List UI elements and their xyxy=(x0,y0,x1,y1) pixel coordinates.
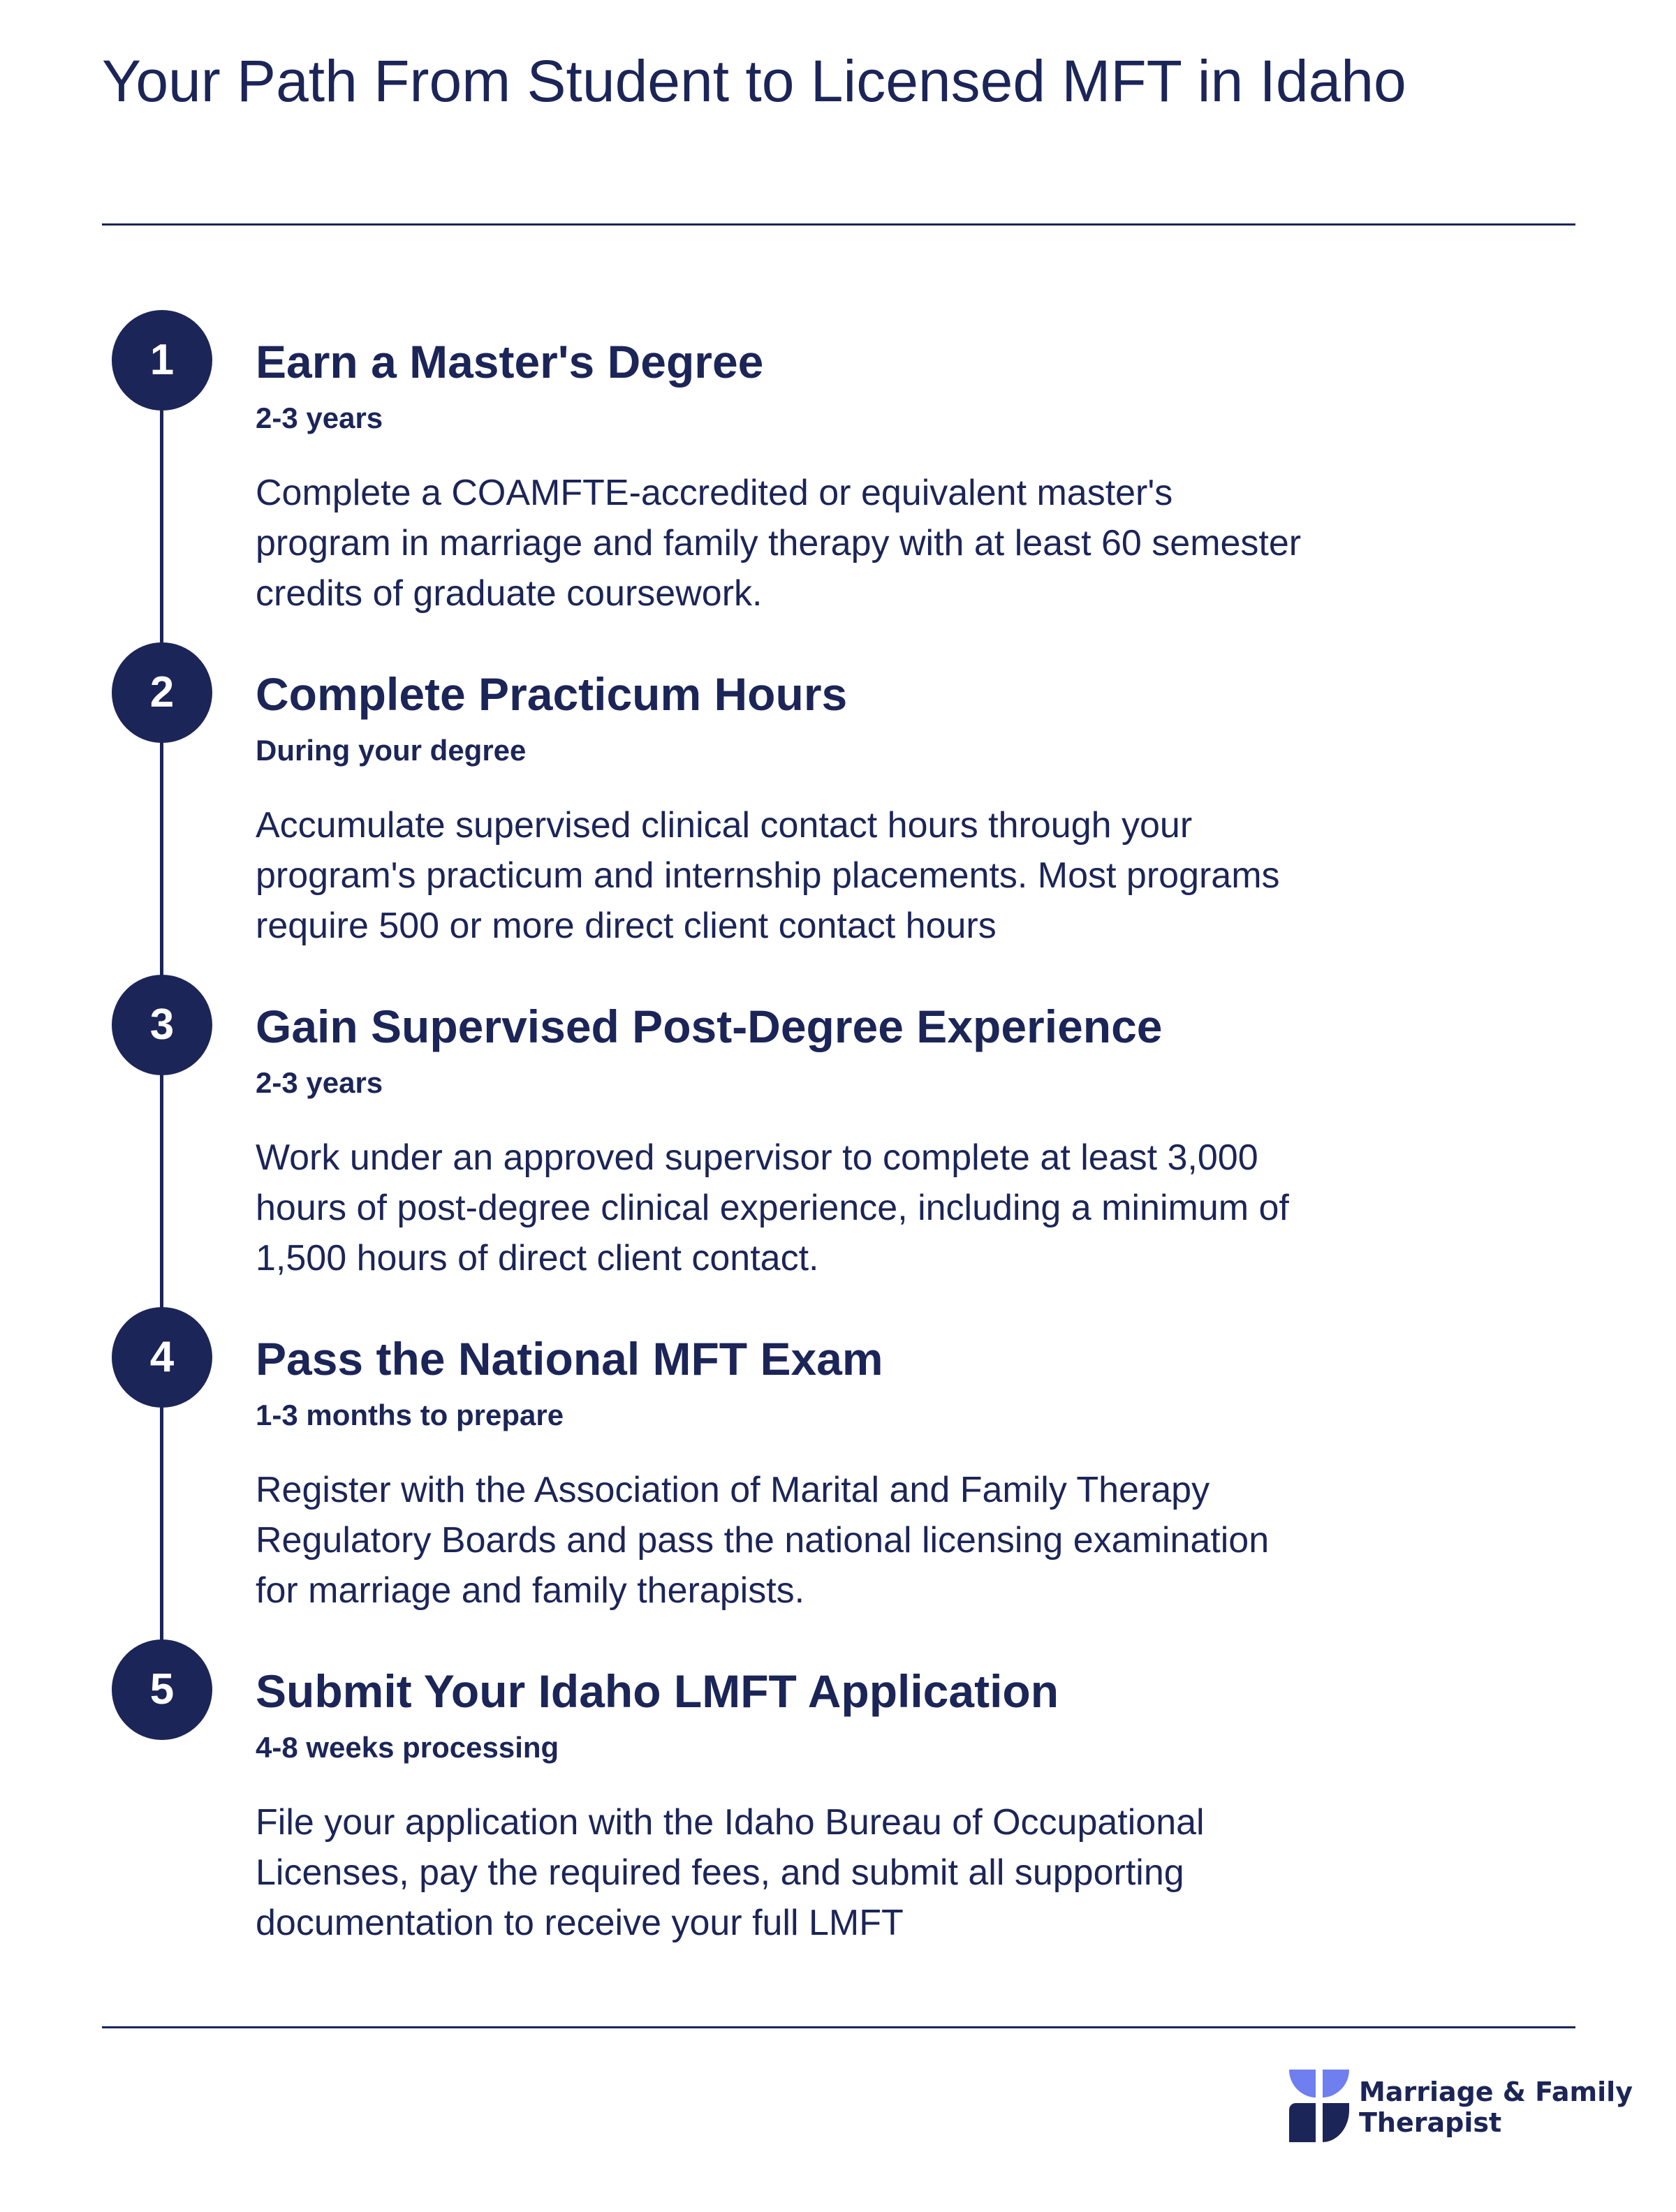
logo-wordmark xyxy=(1359,2077,1633,2138)
logo-petal-top-right xyxy=(1323,2070,1349,2097)
logo-line-1: Marriage & Family xyxy=(1359,2077,1633,2107)
step-title: Pass the National MFT Exam xyxy=(256,1333,883,1385)
step-duration: 1-3 months to prepare xyxy=(256,1399,564,1431)
step-title: Submit Your Idaho LMFT Application xyxy=(256,1665,1059,1717)
step-description: Complete a COAMFTE-accredited or equivalent master's program in marriage and family therapy with at least 60 semester credits of graduate coursework. xyxy=(256,473,1302,614)
step-duration: 2-3 years xyxy=(256,401,383,434)
step-2 xyxy=(0,642,1676,971)
step-duration: During your degree xyxy=(256,734,527,767)
logo-petal-bottom-left xyxy=(1289,2103,1316,2142)
step-description: Accumulate supervised clinical contact hours through your program's practicum and internship placements. Most programs require 500 or more direct client contact hours xyxy=(256,805,1280,946)
step-4 xyxy=(0,1307,1676,1635)
step-number-badge: 5 xyxy=(112,1639,212,1740)
step-duration: 2-3 years xyxy=(256,1066,383,1099)
step-3 xyxy=(0,975,1676,1303)
step-number-badge: 2 xyxy=(112,642,212,743)
step-title: Earn a Master's Degree xyxy=(256,336,764,388)
step-description: File your application with the Idaho Bureau of Occupational Licenses, pay the required fees, and submit all supporting documentation to receive your full LMFT xyxy=(256,1802,1205,1943)
brand-logo xyxy=(1289,2070,1633,2153)
step-number-badge: 4 xyxy=(112,1307,212,1408)
step-title: Gain Supervised Post-Degree Experience xyxy=(256,1001,1163,1052)
step-title: Complete Practicum Hours xyxy=(256,668,848,720)
top-divider xyxy=(102,223,1575,226)
logo-line-2: Therapist xyxy=(1359,2107,1502,2138)
step-description: Register with the Association of Marital and Family Therapy Regulatory Boards and pass the national licensing examination for marriage and family therapists. xyxy=(256,1470,1270,1611)
logo-mark-icon xyxy=(1289,2070,1352,2142)
step-5 xyxy=(0,1639,1676,1968)
page-title: Your Path From Student to Licensed MFT in Idaho xyxy=(102,48,1406,114)
step-duration: 4-8 weeks processing xyxy=(256,1731,559,1764)
step-1 xyxy=(0,310,1676,638)
step-number-badge: 3 xyxy=(112,975,212,1075)
bottom-divider xyxy=(102,2026,1575,2028)
step-description: Work under an approved supervisor to complete at least 3,000 hours of post-degree clinical experience, including a minimum of 1,500 hours of direct client contact. xyxy=(256,1137,1289,1278)
step-number-badge: 1 xyxy=(112,310,212,411)
logo-petal-top-left xyxy=(1289,2070,1316,2097)
logo-petal-bottom-right xyxy=(1323,2103,1349,2142)
